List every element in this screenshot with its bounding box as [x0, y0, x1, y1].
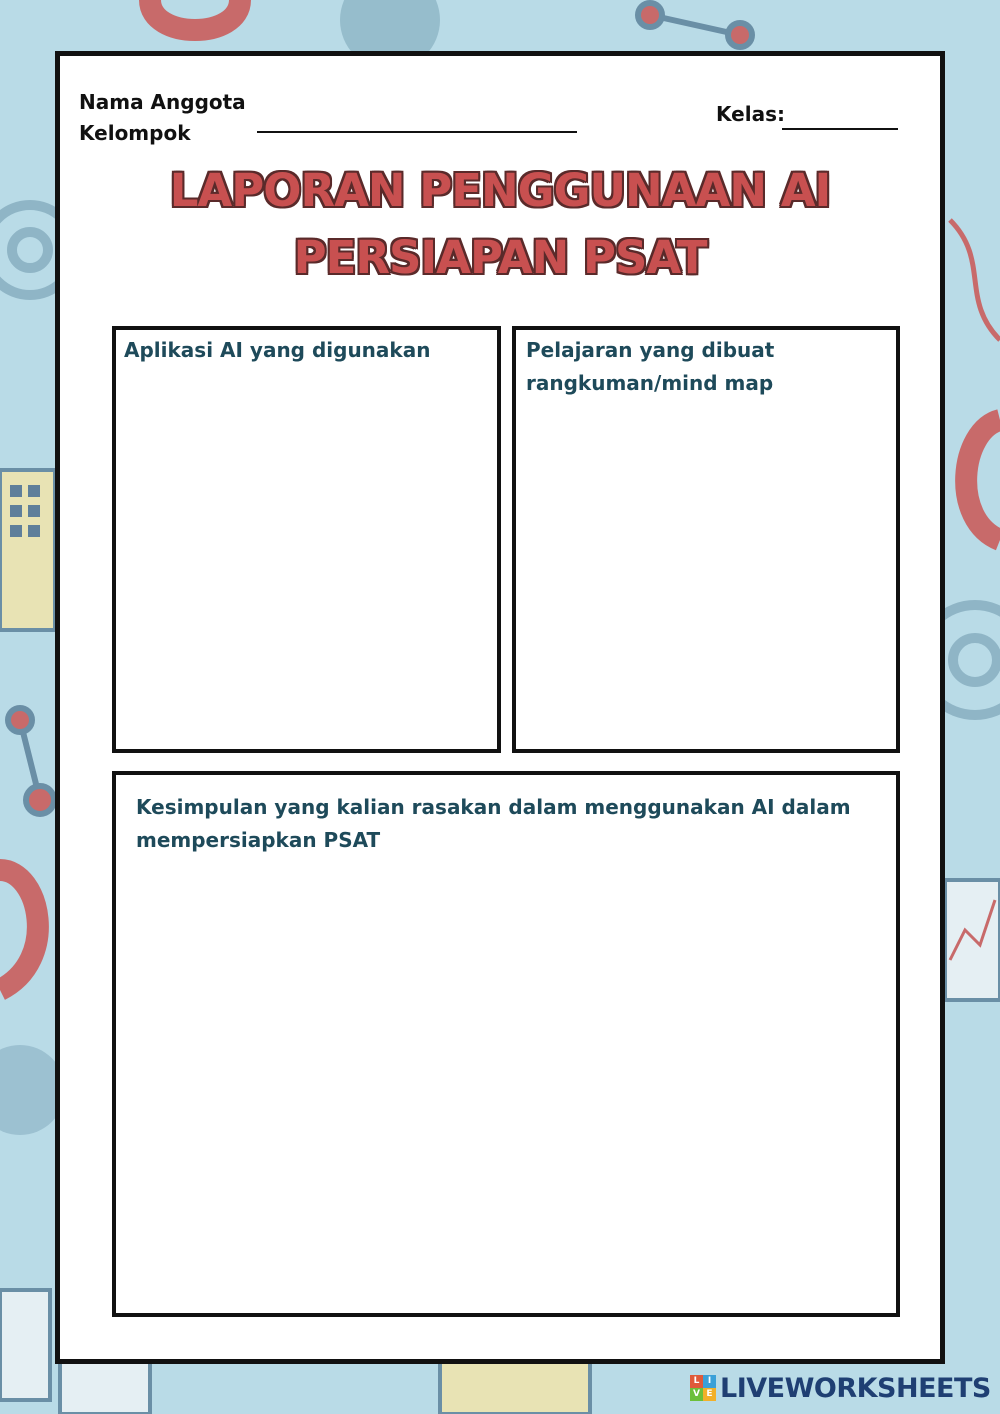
class-label: Kelas:: [716, 102, 785, 126]
liveworksheets-brand: [690, 1373, 991, 1403]
brand-text: LIVEWORKSHEETS: [720, 1372, 991, 1404]
group-members-label: Nama Anggota Kelompok: [79, 90, 246, 145]
conclusion-answer-box[interactable]: [112, 771, 900, 1317]
liveworksheets-logo-icon: L I V E: [690, 1375, 716, 1401]
worksheet-page: [55, 51, 945, 1364]
ai-apps-label: Aplikasi AI yang digunakan: [124, 338, 431, 362]
calculator-icon: [440, 1360, 590, 1414]
group-members-input-line[interactable]: [257, 131, 577, 133]
conclusion-label: Kesimpulan yang kalian rasakan dalam menggunakan AI dalam mempersiapkan PSAT: [136, 795, 851, 852]
calculator-icon: [0, 470, 55, 630]
worksheet-title-line-2: PERSIAPAN PSAT: [293, 231, 707, 284]
worksheet-title-line-1: LAPORAN PENGGUNAAN AI: [169, 164, 831, 217]
lesson-summary-answer-box[interactable]: [512, 326, 900, 753]
laptop-icon: [945, 880, 1000, 1000]
lesson-summary-label: Pelajaran yang dibuat rangkuman/mind map: [526, 338, 775, 395]
ai-apps-answer-box[interactable]: [112, 326, 501, 753]
class-input-line[interactable]: [782, 128, 898, 130]
